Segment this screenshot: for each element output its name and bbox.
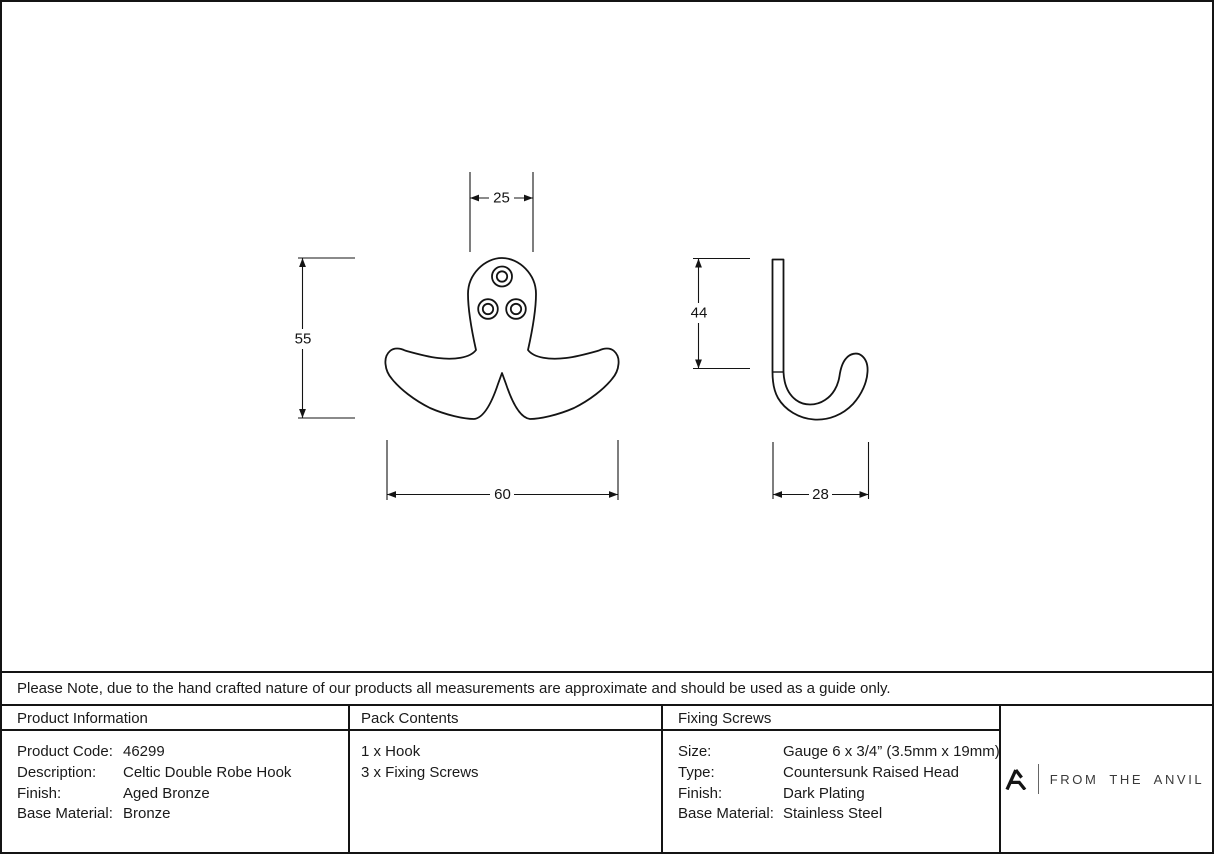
screw-size-label: Size: — [678, 743, 712, 760]
screw-base-material-label: Base Material: — [678, 805, 774, 822]
product-information-header: Product Information — [17, 710, 148, 727]
divider-col1-col2 — [348, 704, 350, 852]
dim-front-height: 55 — [294, 330, 312, 348]
base-material-value: Bronze — [123, 805, 171, 822]
pack-contents-item: 3 x Fixing Screws — [361, 764, 479, 781]
product-code-label: Product Code: — [17, 743, 113, 760]
side-view-outline — [773, 260, 868, 420]
screw-hole-top-inner — [497, 271, 507, 281]
technical-drawing — [2, 2, 1212, 672]
screw-finish-value: Dark Plating — [783, 785, 865, 802]
table-row — [678, 804, 882, 824]
measurement-note: Please Note, due to the hand crafted nature of our products all measurements are approximate and should be used as a guide only. — [17, 680, 891, 697]
table-row — [17, 763, 291, 783]
anvil-logo-icon — [1005, 769, 1029, 790]
dim-front-bottom-width: 60 — [494, 486, 511, 503]
table-row — [678, 763, 959, 783]
screw-type-label: Type: — [678, 764, 715, 781]
screw-base-material-value: Stainless Steel — [783, 805, 883, 822]
note-row-top-border — [2, 671, 1212, 673]
screw-hole-left-inner — [483, 304, 493, 314]
table-row — [17, 742, 165, 762]
table-row — [17, 804, 171, 824]
dim-side-height: 44 — [690, 304, 708, 322]
screw-finish-label: Finish: — [678, 785, 723, 802]
dim-front-top-width: 25 — [493, 189, 510, 207]
brand-logo — [999, 706, 1210, 852]
description-value: Celtic Double Robe Hook — [123, 764, 292, 781]
table-row — [17, 784, 210, 804]
screw-hole-top — [492, 267, 512, 287]
fixing-screws-header: Fixing Screws — [678, 710, 772, 727]
base-material-label: Base Material: — [17, 805, 113, 822]
screw-type-value: Countersunk Raised Head — [783, 764, 959, 781]
dimension-labels — [295, 190, 829, 504]
pack-contents-item: 1 x Hook — [361, 743, 421, 760]
brand-name: FROM THE ANVIL — [1049, 771, 1205, 787]
table-row — [678, 742, 1000, 762]
divider-col2-col3 — [661, 704, 663, 852]
screw-size-value: Gauge 6 x 3/4” (3.5mm x 19mm) — [783, 743, 1000, 760]
pack-contents-header: Pack Contents — [361, 710, 459, 727]
product-code-value: 46299 — [123, 743, 165, 760]
screw-hole-right-inner — [511, 304, 521, 314]
finish-value: Aged Bronze — [123, 785, 210, 802]
finish-label: Finish: — [17, 785, 62, 802]
table-row — [678, 784, 865, 804]
dim-side-depth: 28 — [812, 486, 829, 503]
description-label: Description: — [17, 764, 97, 781]
screw-hole-right — [506, 299, 526, 319]
header-row-bottom-border — [2, 729, 999, 731]
logo-divider — [1038, 764, 1039, 794]
screw-hole-left — [478, 299, 498, 319]
